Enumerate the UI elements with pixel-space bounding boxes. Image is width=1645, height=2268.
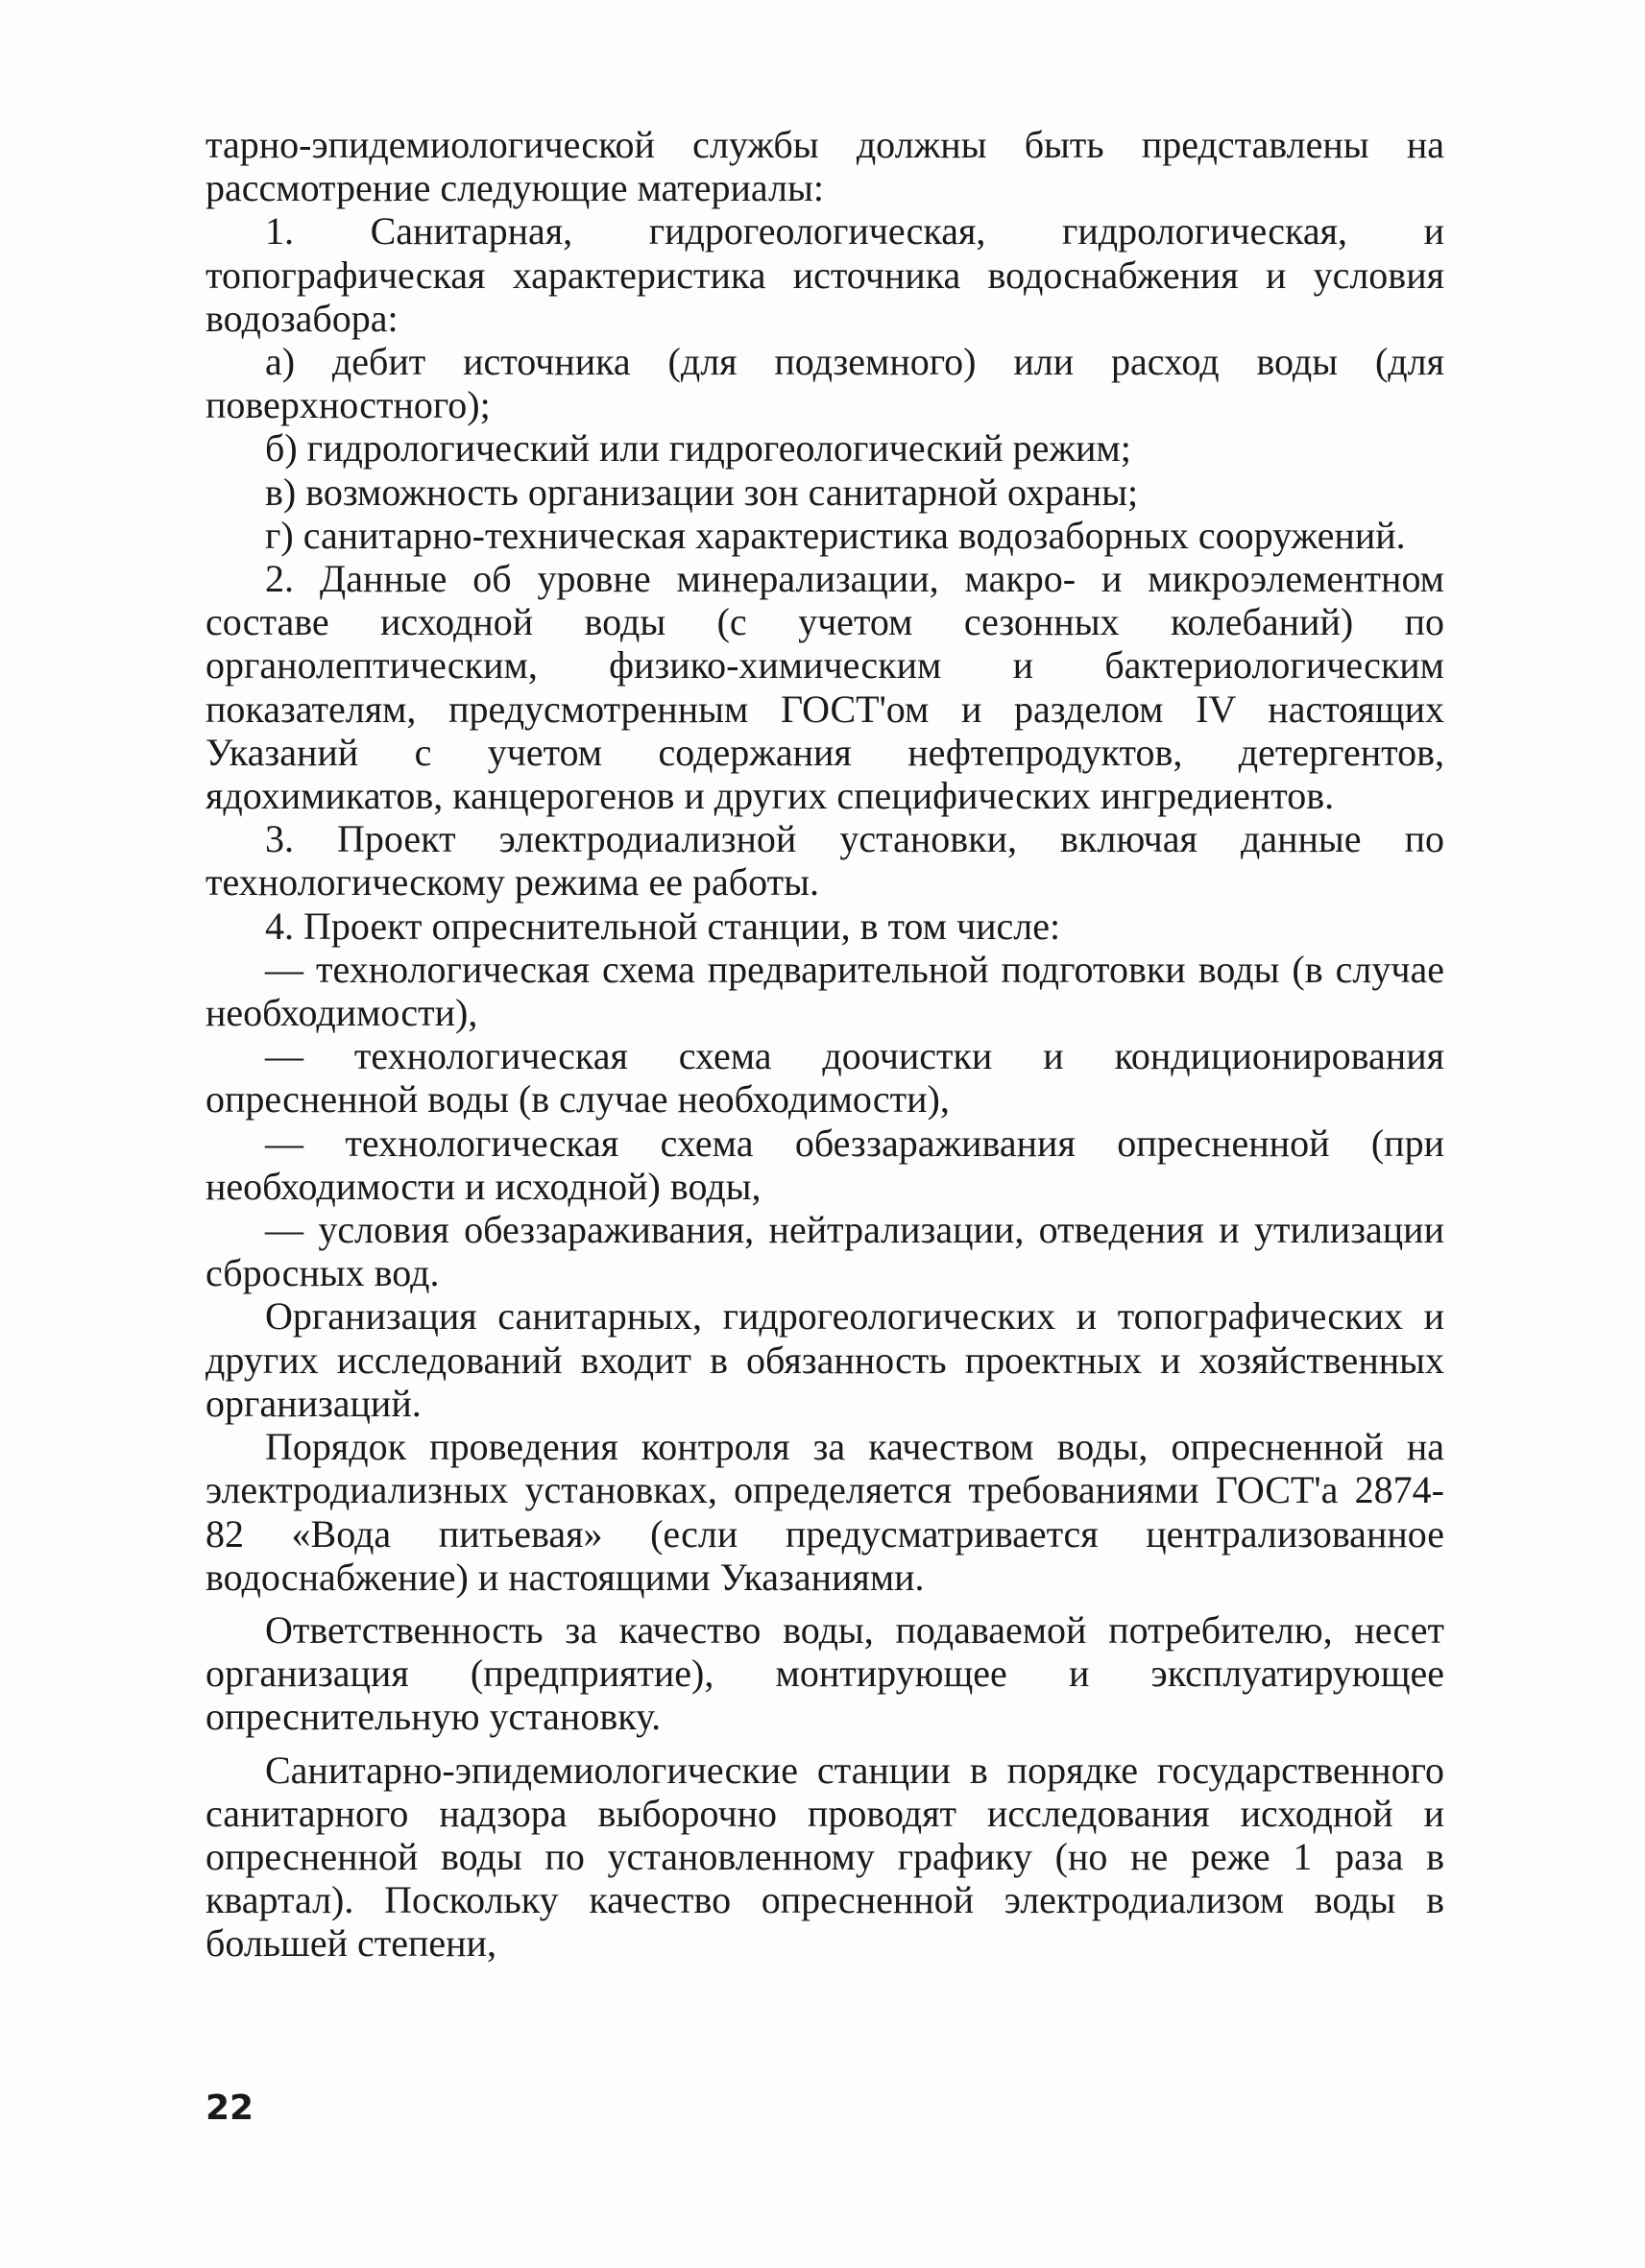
list-item-1a: а) дебит источника (для подземного) или расход воды (для поверхностного);	[206, 340, 1444, 427]
list-item-4-dash-4: — условия обеззараживания, нейтрализации, отведения и утилизации сбросных вод.	[206, 1208, 1444, 1295]
list-item-1b: б) гидрологический или гидрогеологический режим;	[265, 426, 1131, 470]
paragraph-continuation: тарно-эпидемиологической службы должны быть представлены на рассмотрение следующие материалы:	[206, 123, 1444, 210]
list-item-4: 4. Проект опреснительной станции, в том числе:	[265, 904, 1061, 948]
list-item-3: 3. Проект электродиализной установки, включая данные по технологическому режима ее работы.	[206, 817, 1444, 905]
paragraph-sanitary-stations: Санитарно-эпидемиологические станции в порядке государственного санитарного надзора выборочно проводят исследования исходной и опресненной воды по установленному графику (но не реже 1 раза в квартал). Поскольку качество опресненной электродиализом воды в большей степени,	[206, 1748, 1444, 1966]
list-item-1c: в) возможность организации зон санитарной охраны;	[265, 470, 1139, 514]
list-item-4-dash-2: — технологическая схема доочистки и кондиционирования опресненной воды (в случае необходимости),	[206, 1034, 1444, 1122]
paragraph-control-procedure: Порядок проведения контроля за качеством воды, опресненной на электродиализных установках, определяется требованиями ГОСТ'а 2874-82 «Вода питьевая» (если предусматривается централизованное водоснабжение) и настоящими Указаниями.	[206, 1425, 1444, 1599]
body-text	[206, 123, 1444, 1966]
list-item-4-dash-3: — технологическая схема обеззараживания опресненной (при необходимости и исходной) воды,	[206, 1121, 1444, 1208]
paragraph-organization: Организация санитарных, гидрогеологических и топографических и других исследований входит в обязанность проектных и хозяйственных организаций.	[206, 1294, 1444, 1425]
page-number: 22	[206, 2088, 254, 2128]
list-item-4-dash-1: — технологическая схема предварительной подготовки воды (в случае необходимости),	[206, 947, 1444, 1035]
list-item-1d: г) санитарно-техническая характеристика водозаборных сооружений.	[265, 513, 1406, 557]
list-item-1: 1. Санитарная, гидрогеологическая, гидрологическая, и топографическая характеристика источника водоснабжения и условия водозабора:	[206, 209, 1444, 340]
paragraph-responsibility: Ответственность за качество воды, подаваемой потребителю, несет организация (предприятие), монтирующее и эксплуатирующее опреснительную установку.	[206, 1607, 1444, 1739]
list-item-2: 2. Данные об уровне минерализации, макро- и микроэлементном составе исходной воды (с учетом сезонных колебаний) по органолептическим, физико-химическим и бактериологическим показателям, предусмотренным ГОСТ'ом и разделом IV настоящих Указаний с учетом содержания нефтепродуктов, детергентов, ядохимикатов, канцерогенов и других специфических ингредиентов.	[206, 557, 1444, 818]
